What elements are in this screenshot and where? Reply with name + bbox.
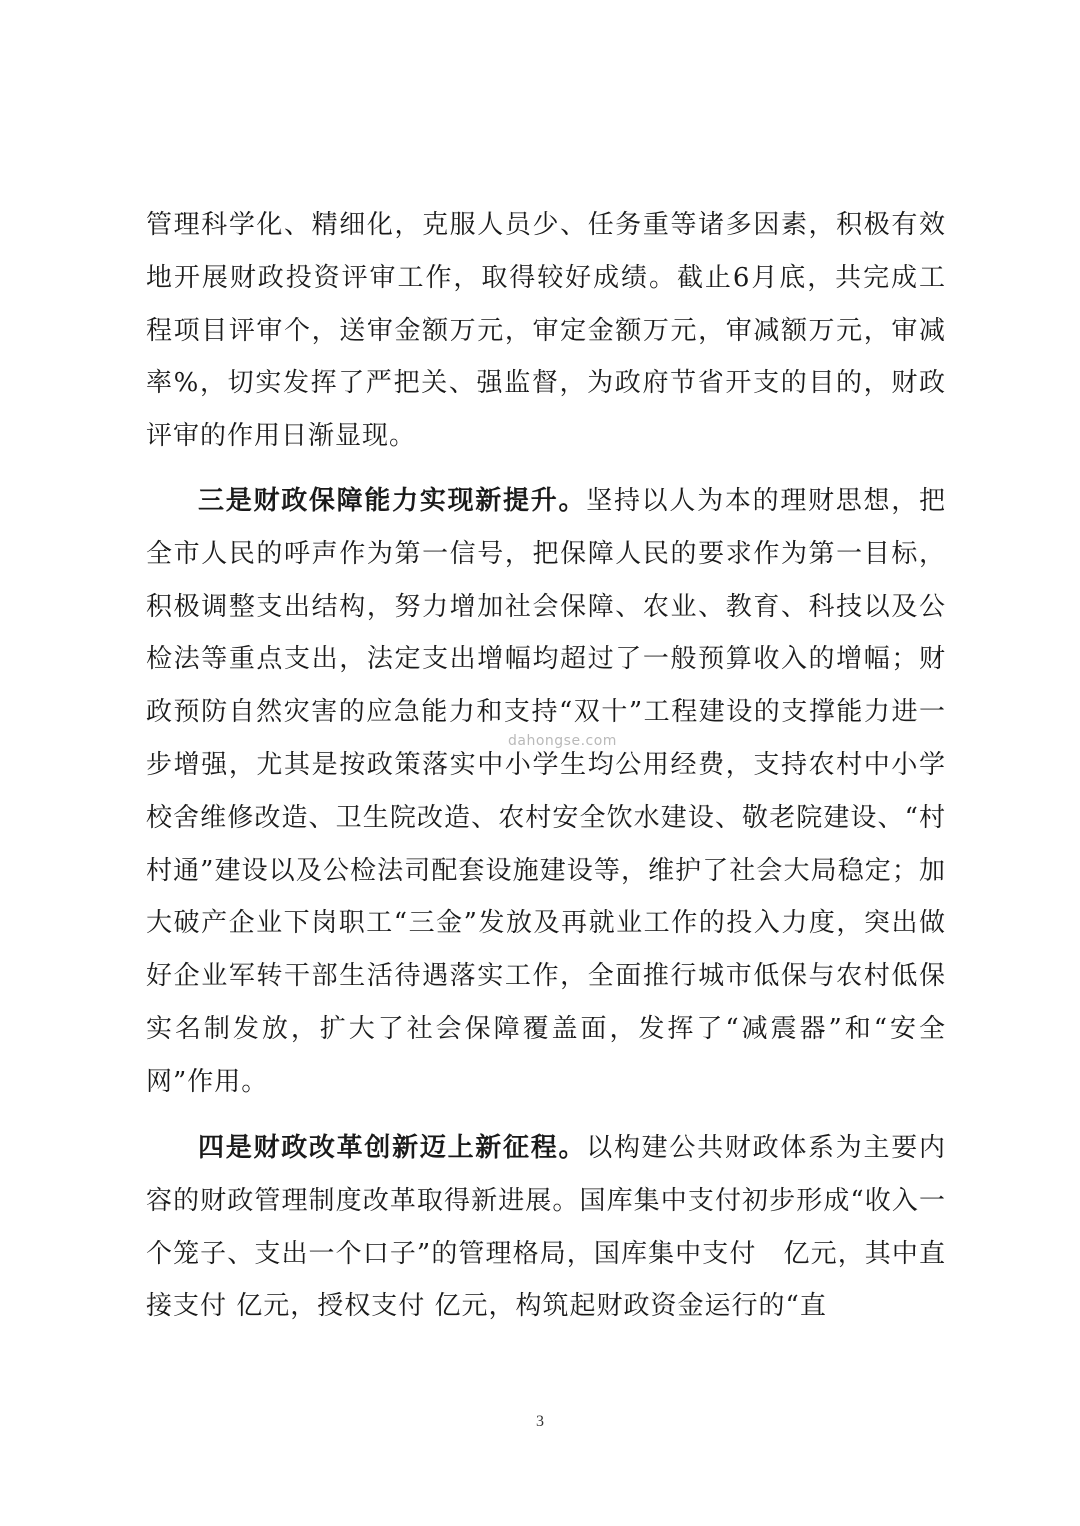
paragraph-continued (146, 199, 946, 463)
watermark: dahongse.com (508, 733, 617, 749)
page-number: 3 (536, 1413, 544, 1430)
paragraph-text: 管理科学化、精细化，克服人员少、任务重等诸多因素，积极有效地开展财政投资评审工作，取得较好成绩。截止6月底，共完成工程项目评审个，送审金额万元，审定金额万元，审减额万元，审减率%，切实发挥了严把关、强监督，为政府节省开支的目的，财政评审的作用日渐显现。 (146, 210, 946, 452)
section-three-paragraph (146, 475, 946, 1109)
section-three-heading: 三是财政保障能力实现新提升。 (198, 486, 587, 516)
section-four-paragraph (146, 1122, 946, 1333)
section-four-heading: 四是财政改革创新迈上新征程。 (198, 1133, 587, 1163)
section-four-body: 以构建公共财政体系为主要内容的财政管理制度改革取得新进展。国库集中支付初步形成“收入一个笼子、支出一个口子”的管理格局，国库集中支付 亿元，其中直接支付 亿元，授权支付 亿元，构筑起财政资金运行的“直 (146, 1133, 946, 1322)
section-three-body: 坚持以人为本的理财思想，把全市人民的呼声作为第一信号，把保障人民的要求作为第一目标，积极调整支出结构，努力增加社会保障、农业、教育、科技以及公检法等重点支出，法定支出增幅均超过了一般预算收入的增幅；财政预防自然灾害的应急能力和支持“双十”工程建设的支撑能力进一步增强，尤其是按政策落实中小学生均公用经费，支持农村中小学校舍维修改造、卫生院改造、农村安全饮水建设、敬老院建设、“村村通”建设以及公检法司配套设施建设等，维护了社会大局稳定；加大破产企业下岗职工“三金”发放及再就业工作的投入力度，突出做好企业军转干部生活待遇落实工作，全面推行城市低保与农村低保实名制发放，扩大了社会保障覆盖面，发挥了“减震器”和“安全网”作用。 (146, 486, 946, 1097)
